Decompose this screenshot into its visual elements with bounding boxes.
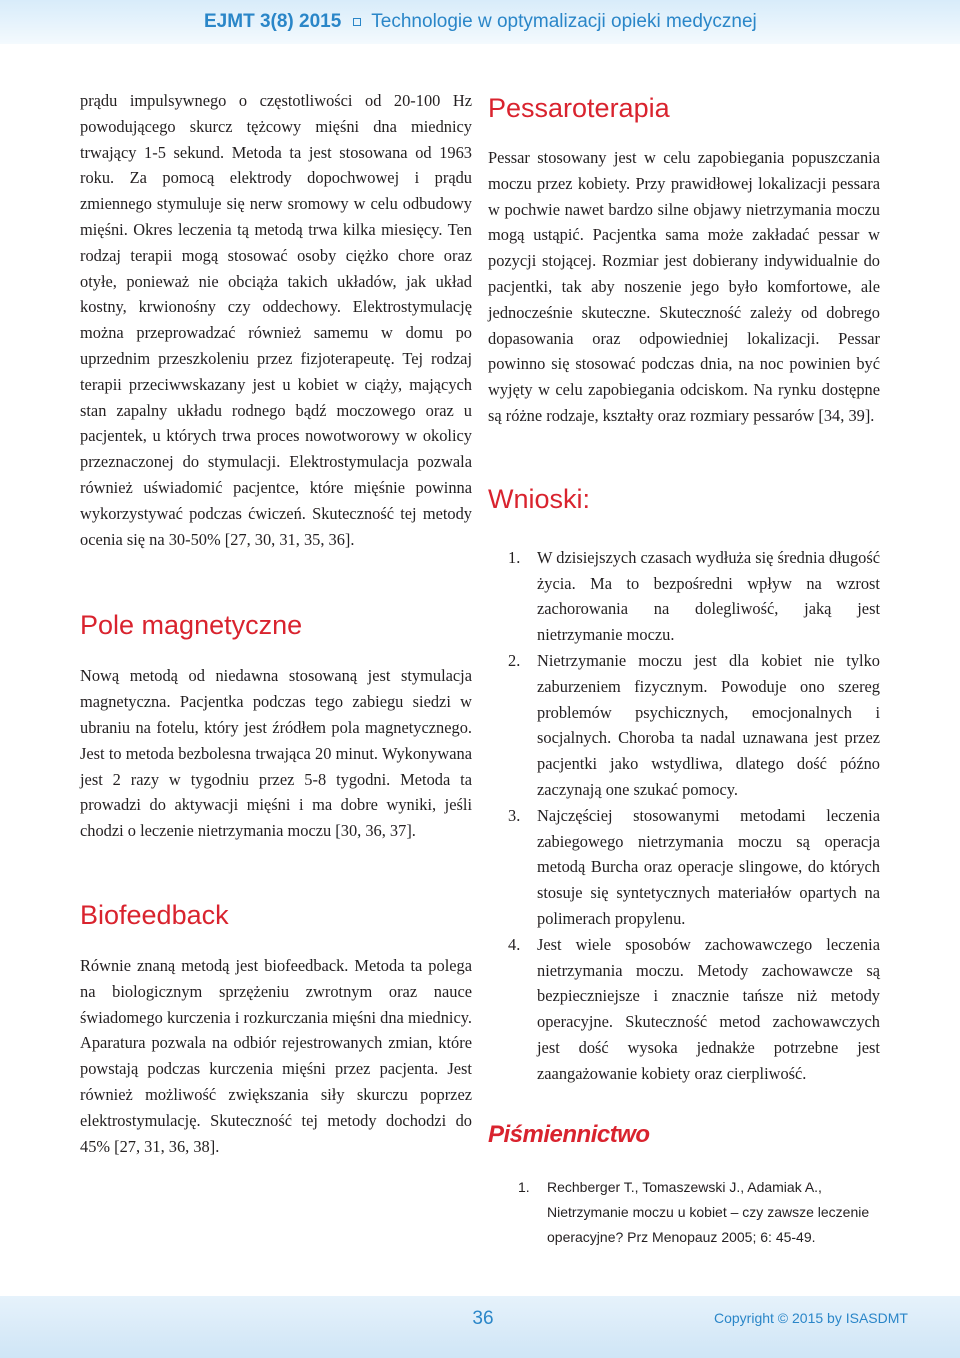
right-column: [488, 88, 880, 1251]
page-number: 36: [472, 1308, 494, 1329]
references-list: [488, 1175, 880, 1251]
copyright-notice: Copyright © 2015 by ISASDMT: [714, 1310, 908, 1326]
left-column: [80, 88, 472, 1159]
pessary-paragraph: Pessar stosowany jest w celu zapobiegania popuszczania moczu przez kobiety. Przy prawidłowej lokalizacji pessara w pochwie nawet bardzo silne objawy nietrzymania moczu mogą ustąpić. Pacjentka sama może zakładać pessar w pozycji stojącej. Rozmiar jest dobierany indywidualnie do pacjentki, tak aby noszenie jego było komfortowe, ale jednocześnie skuteczne. Skuteczność zależy od dobrego dopasowania oraz odpowiedniej lokalizacji. Pessar powinno się stosować podczas dnia, na noc powinien być wyjęty w celu zapobiegania odciskom. Na rynku dostępne są różne rodzaje, kształty oraz rozmiary pessarów [34, 39].: [488, 148, 880, 425]
heading-conclusions: Wnioski:: [488, 483, 591, 514]
list-item: [488, 648, 880, 803]
reference-text: Rechberger T., Tomaszewski J., Adamiak A., Nietrzymanie moczu u kobiet – czy zawsze leczenie operacyjne? Prz Menopauz 2005; 6: 45-49.: [547, 1178, 870, 1246]
heading-references: Piśmiennictwo: [488, 1120, 650, 1148]
reference-number: 1.: [518, 1178, 530, 1195]
section-title: Technologie w optymalizacji opieki medycznej: [371, 11, 757, 32]
list-number: 3.: [508, 805, 521, 825]
list-text: Najczęściej stosowanymi metodami leczenia zabiegowego nietrzymania moczu są operacja metodą Burcha oraz operacje slingowe, do których stosuje się syntetycznych materiałów opartych na polimerach propylenu.: [537, 805, 880, 928]
reference-item: [488, 1175, 880, 1251]
heading-pessary-therapy: Pessaroterapia: [488, 93, 670, 123]
list-number: 1.: [508, 547, 521, 567]
list-text: Nietrzymanie moczu jest dla kobiet nie tylko zaburzeniem fizycznym. Powoduje ono szereg problemów psychicznych, emocjonalnych i socjalnych. Choroba ta nadal uznawana jest przez pacjentki jako wstydliwa, dlatego dość późno zaczynają one szukać pomocy.: [537, 650, 880, 799]
list-item: [488, 932, 880, 1087]
magnetic-field-paragraph: Nową metodą od niedawna stosowaną jest stymulacja magnetyczna. Pacjentka podczas tego zabiegu siedzi w ubraniu na fotelu, który jest źródłem pola magnetycznego. Jest to metoda bezbolesna trwająca 20 minut. Wykonywana jest 2 razy w tygodniu przez 5-8 tygodni. Metoda ta prowadzi do aktywacji mięśni i ma dobre wyniki, jeśli chodzi o leczenie nietrzymania moczu [30, 36, 37].: [80, 666, 472, 841]
list-number: 4.: [508, 934, 521, 954]
list-item: [488, 803, 880, 932]
list-number: 2.: [508, 650, 521, 670]
square-bullet-icon: [353, 18, 361, 26]
conclusions-list: [488, 545, 880, 1087]
heading-biofeedback: Biofeedback: [80, 899, 229, 930]
electrostimulation-paragraph: prądu impulsywnego o częstotliwości od 20-100 Hz powodującego skurcz tężcowy mięśni dna miednicy trwający 1-5 sekund. Metoda ta jest stosowana od 1963 roku. Za pomocą elektrody dopochwowej i prądu zmiennego stymuluje się nerw sromowy w celu odbudowy mięśni. Okres leczenia tą metodą trwa kilka miesięcy. Ten rodzaj terapii mogą stosować osoby ciężko chore oraz otyłe, ponieważ nie obciąża takich układów, jak układ kostny, krwionośny czy oddechowy. Elektrostymulację można przeprowadzać również samemu w domu po uprzednim przeszkoleniu przez fizjoterapeutę. Tej rodzaj terapii przeciwwskazany jest u kobiet w ciąży, mających stan zapalny układu rodnego bądź moczowego oraz u pacjentek, u których trwa proces nowotworowy w okolicy przeznaczonej do stymulacji. Elektrostymulacja pozwala również uświadomić pacjentce, które mięśnie powinna wykorzystywać podczas ćwiczeń. Skuteczność tej metody ocenia się na 30-50% [27, 30, 31, 35, 36].: [80, 91, 472, 549]
journal-name: EJMT 3(8) 2015: [204, 11, 342, 32]
list-text: W dzisiejszych czasach wydłuża się średnia długość życia. Ma to bezpośredni wpływ na wzrost zachorowania na dolegliwość, jaką jest nietrzymanie moczu.: [537, 547, 880, 645]
biofeedback-paragraph: Równie znaną metodą jest biofeedback. Metoda ta polega na biologicznym sprzężeniu zwrotnym oraz nauce świadomego kurczenia i rozkurczania mięśni dna miednicy. Aparatura pozwala na odbiór rejestrowanych zmian, które powstają podczas kurczenia mięśni przez pacjenta. Jest również możliwość zwiększania siły skurczu poprzez elektrostymulację. Skuteczność tej metody dochodzi do 45% [27, 31, 36, 38].: [80, 955, 472, 1156]
list-item: [488, 545, 880, 648]
list-text: Jest wiele sposobów zachowawczego leczenia nietrzymania moczu. Metody zachowawcze są bezpieczniejsze i znacznie tańsze niż metody operacyjne. Skuteczność metod zachowawczych jest dość wysoka jednakże potrzebne jest zaangażowanie kobiety oraz cierpliwość.: [537, 934, 880, 1083]
running-header: [204, 9, 757, 35]
heading-magnetic-field: Pole magnetyczne: [80, 610, 303, 641]
